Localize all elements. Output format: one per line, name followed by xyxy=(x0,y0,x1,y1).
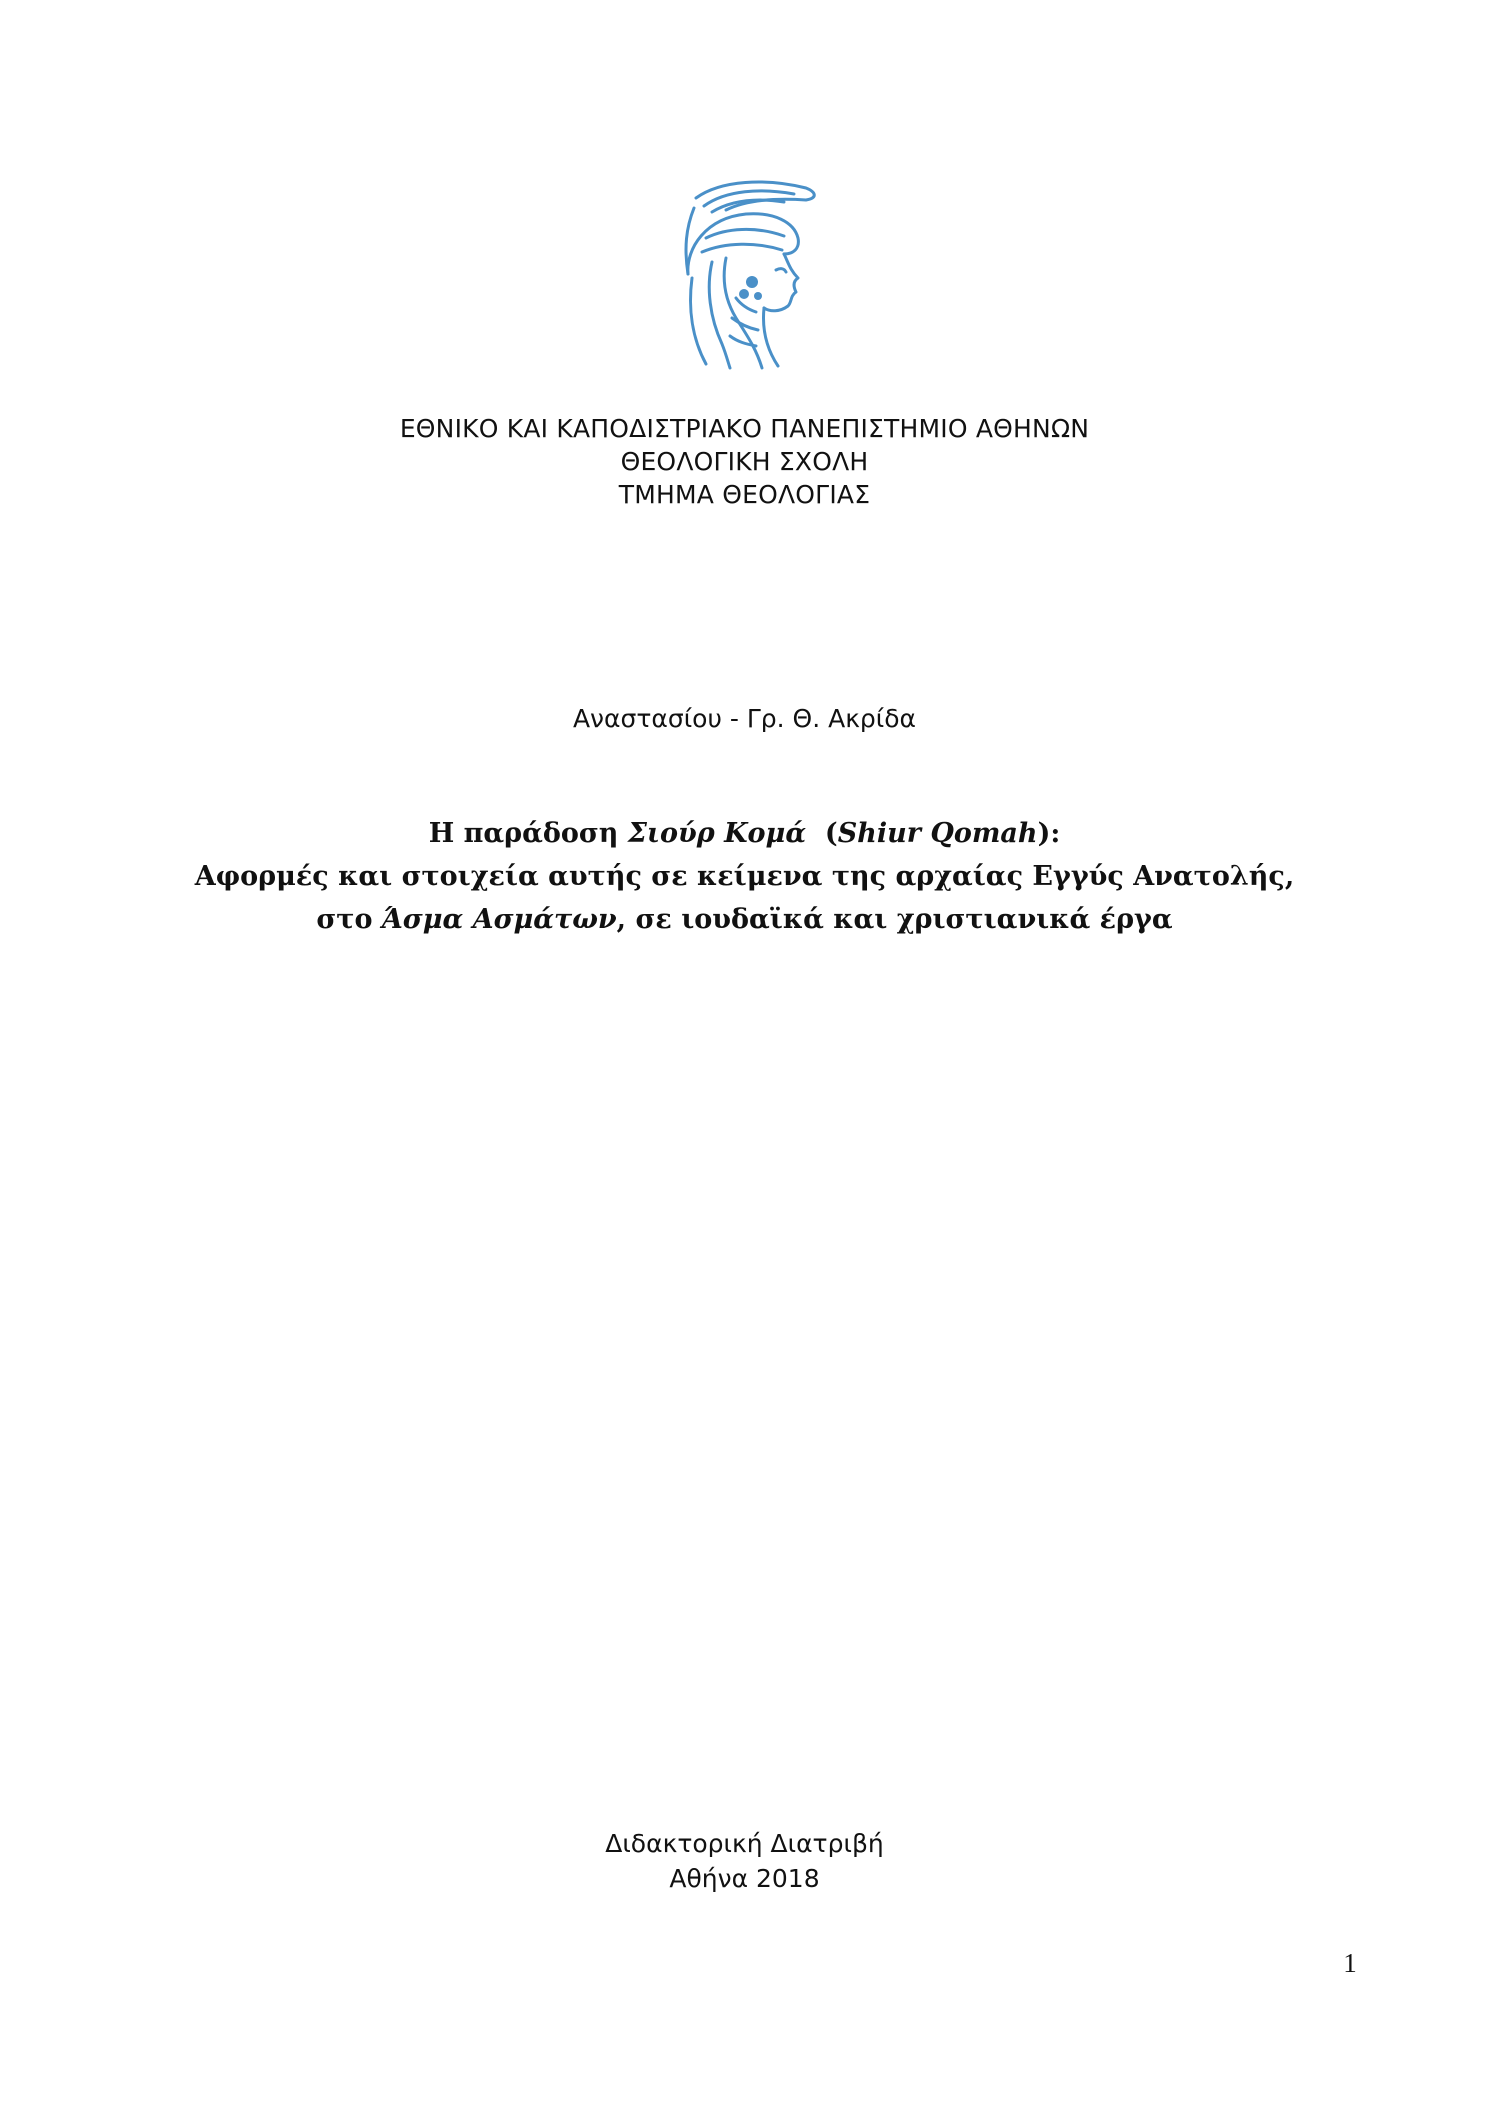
title-line-2: Αφορμές και στοιχεία αυτής σε κείμενα της αρχαίας Εγγύς Ανατολής, xyxy=(194,861,1295,892)
department-name: ΤΜΗΜΑ ΘΕΟΛΟΓΙΑΣ xyxy=(618,480,871,509)
title-line-1-italic: Σιούρ Κομά xyxy=(627,818,807,849)
institution-block xyxy=(0,412,1489,511)
school-name: ΘΕΟΛΟΓΙΚΗ ΣΧΟΛΗ xyxy=(620,447,869,476)
footer-block xyxy=(0,1826,1489,1896)
title-line-1-paren: ( xyxy=(806,818,838,849)
title-line-3 xyxy=(0,898,1489,941)
thesis-title xyxy=(0,812,1489,941)
title-line-3-prefix: στο xyxy=(316,904,382,935)
title-line-1-prefix: Η παράδοση xyxy=(428,818,628,849)
author-name: Αναστασίου - Γρ. Θ. Ακρίδα xyxy=(572,704,917,733)
page-number: 1 xyxy=(1343,1948,1357,1978)
university-name: ΕΘΝΙΚΟ ΚΑΙ ΚΑΠΟΔΙΣΤΡΙΑΚΟ ΠΑΝΕΠΙΣΤΗΜΙΟ ΑΘΗΝΩΝ xyxy=(399,414,1090,443)
title-line-3-suffix: , σε ιουδαϊκά και χριστιανικά έργα xyxy=(616,904,1173,935)
place-year: Αθήνα 2018 xyxy=(669,1864,820,1893)
title-line-1-latin: Shiur Qomah xyxy=(837,818,1038,849)
title-line-3-italic: Άσμα Ασμάτων xyxy=(381,904,617,935)
title-line-1-suffix: ): xyxy=(1037,818,1061,849)
title-line-1 xyxy=(0,812,1489,855)
document-type: Διδακτορική Διατριβή xyxy=(605,1829,884,1858)
athena-helmet-emblem-icon xyxy=(666,178,826,370)
